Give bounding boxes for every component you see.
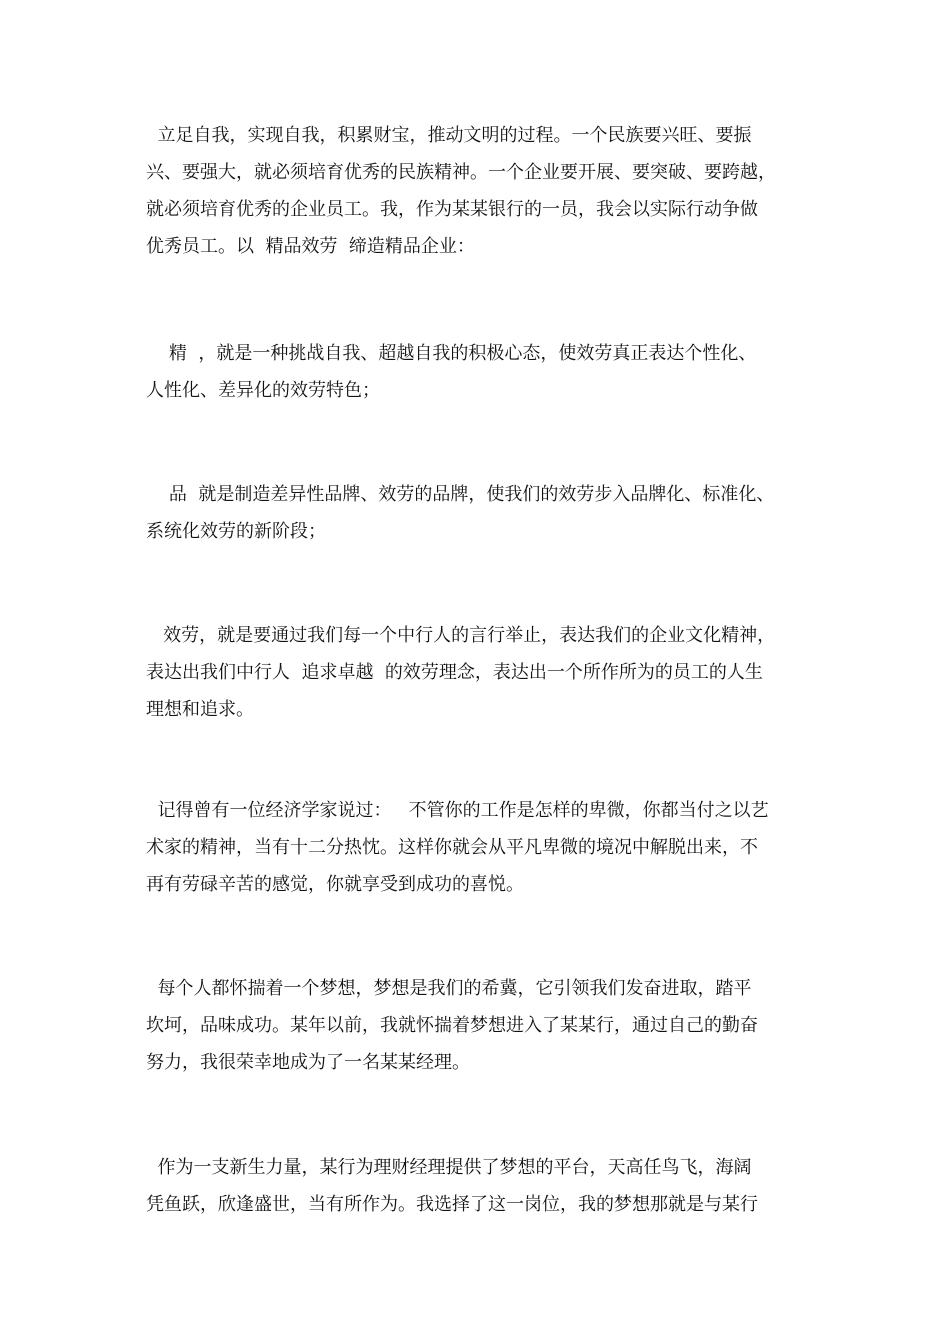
- paragraph-new-force: [146, 1149, 811, 1223]
- text-line: 人性化、差异化的效劳特色；: [146, 380, 380, 401]
- text-line: 就必须培育优秀的企业员工。我，作为某某银行的一员，我会以实际行动争做: [146, 199, 758, 220]
- text-line: 效劳，就是要通过我们每一个中行人的言行举止，表达我们的企业文化精神，: [146, 625, 776, 646]
- text-line: 品 就是制造差异性品牌、效劳的品牌，使我们的效劳步入品牌化、标准化、: [146, 484, 775, 505]
- paragraph-intro: [146, 117, 811, 265]
- text-line: 系统化效劳的新阶段；: [146, 521, 326, 542]
- paragraph-jing: [146, 335, 811, 409]
- text-line: 立足自我，实现自我，积累财宝，推动文明的过程。一个民族要兴旺、要振: [146, 125, 752, 146]
- text-line: 记得曾有一位经济学家说过： 不管你的工作是怎样的卑微，你都当付之以艺: [146, 800, 769, 821]
- text-line: 努力，我很荣幸地成为了一名某某经理。: [146, 1052, 470, 1073]
- paragraph-economist-quote: [146, 792, 811, 903]
- text-line: 每个人都怀揣着一个梦想，梦想是我们的希冀，它引领我们发奋进取，踏平: [146, 978, 752, 999]
- text-line: 表达出我们中行人 追求卓越 的效劳理念，表达出一个所作所为的员工的人生: [146, 662, 763, 683]
- text-line: 坎坷，品味成功。某年以前，我就怀揣着梦想进入了某某行，通过自己的勤奋: [146, 1015, 758, 1036]
- paragraph-pin: [146, 476, 811, 550]
- text-line: 作为一支新生力量，某行为理财经理提供了梦想的平台，天高任鸟飞，海阔: [146, 1157, 752, 1178]
- text-line: 再有劳碌辛苦的感觉，你就享受到成功的喜悦。: [146, 874, 524, 895]
- text-line: 优秀员工。以 精品效劳 缔造精品企业：: [146, 236, 475, 257]
- text-line: 精 ，就是一种挑战自我、超越自我的积极心态，使效劳真正表达个性化、: [146, 343, 757, 364]
- paragraph-dream: [146, 970, 811, 1081]
- text-line: 兴、要强大，就必须培育优秀的民族精神。一个企业要开展、要突破、要跨越，: [146, 162, 776, 183]
- text-line: 凭鱼跃，欣逢盛世，当有所作为。我选择了这一岗位，我的梦想那就是与某行: [146, 1194, 758, 1215]
- text-line: 理想和追求。: [146, 699, 254, 720]
- text-line: 术家的精神，当有十二分热忱。这样你就会从平凡卑微的境况中解脱出来，不: [146, 837, 758, 858]
- paragraph-service: [146, 617, 811, 728]
